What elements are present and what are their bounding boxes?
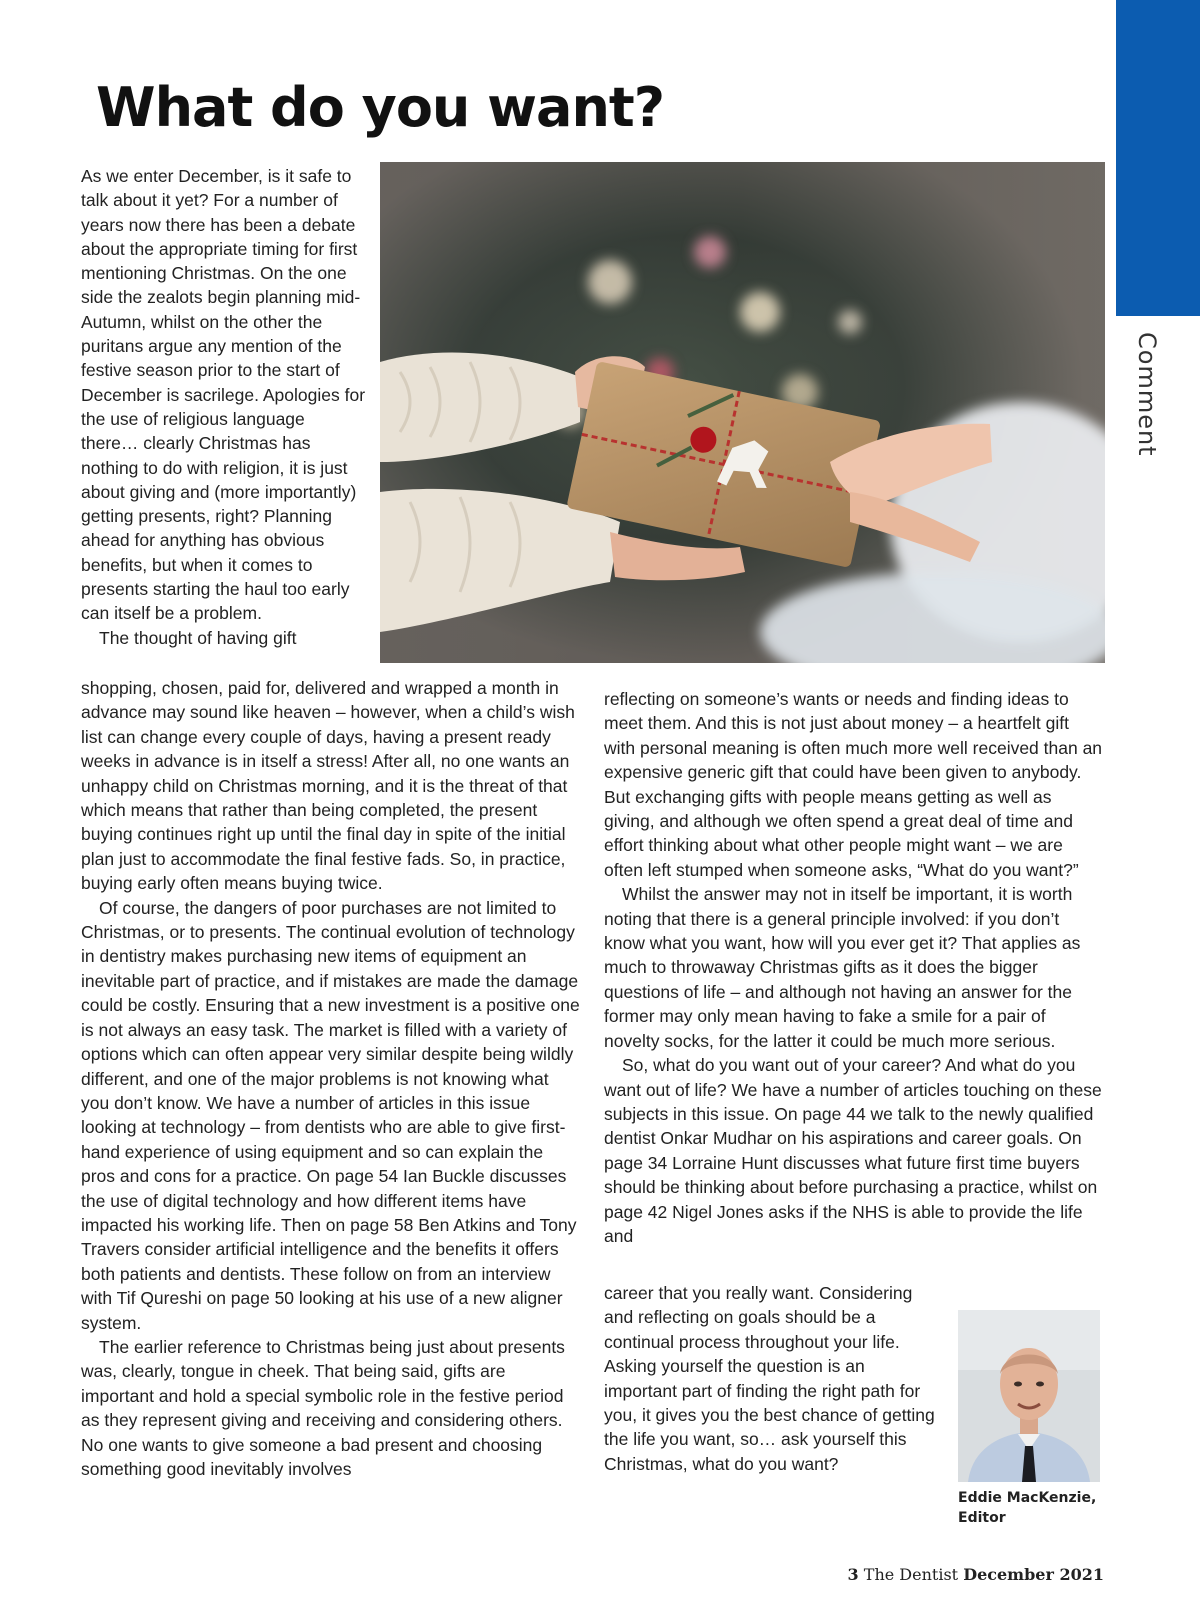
editor-portrait bbox=[958, 1310, 1100, 1482]
editor-portrait-art bbox=[958, 1310, 1100, 1482]
page-title: What do you want? bbox=[96, 76, 665, 139]
right-column bbox=[604, 687, 1104, 1248]
left-column bbox=[81, 676, 581, 1481]
page-footer bbox=[848, 1565, 1104, 1584]
paragraph-2-rest: shopping, chosen, paid for, delivered and wrapped a month in advance may sound like heaven – however, when a child’s wish list can change every couple of days, having a present ready weeks in advance is in itself a stress! After all, no one wants an unhappy child on Christmas morning, and it is the threat of that which means that rather than being completed, the present buying continues right up until the final day in spite of the initial plan just to accommodate the final festive fads. So, in practice, buying early often means buying twice. bbox=[81, 678, 575, 894]
author-name: Eddie MacKenzie, bbox=[958, 1490, 1097, 1506]
author-role: Editor bbox=[958, 1510, 1006, 1526]
section-tab bbox=[1116, 0, 1200, 316]
author-caption bbox=[958, 1488, 1108, 1528]
gift-photo bbox=[380, 162, 1105, 663]
gift-photo-art bbox=[380, 162, 1105, 663]
section-label: Comment bbox=[1133, 332, 1161, 457]
paragraph-3: Of course, the dangers of poor purchases are not limited to Christmas, or to presents. The continual evolution of technology in dentistry makes purchasing new items of equipment an inevitable part of practice, and if mistakes are made the damage could be costly. Ensuring that a new investment is a positive one is not always an easy task. The market is filled with a variety of options which can often appear very similar despite being wildly different, and one of the major problems is not knowing what you don’t know. We have a number of articles in this issue looking at technology – from dentists who are able to give first-hand experience of using equipment and so can explain the pros and cons for a practice. On page 54 Ian Buckle discusses the use of digital technology and how different items have impacted his working life. Then on page 58 Ben Atkins and Tony Travers consider artificial intelligence and the benefits it offers both patients and dentists. These follow on from an interview with Tif Qureshi on page 50 looking at his use of a new aligner system. bbox=[81, 897, 580, 1333]
intro-text bbox=[81, 164, 367, 650]
paragraph-6: So, what do you want out of your career? And what do you want out of life? We have a number of articles touching on these subjects in this issue. On page 44 we talk to the newly qualified dentist Onkar Mudhar on his aspirations and career goals. On page 34 Lorraine Hunt discusses what future first time buyers should be thinking about before purchasing a practice, whilst on page 42 Nigel Jones asks if the NHS is able to provide the life and bbox=[604, 1055, 1102, 1246]
paragraph-5: Whilst the answer may not in itself be important, it is worth noting that there is a general principle involved: if you don’t know what you want, how will you ever get it? That applies as much to throwaway Christmas gifts as it does the bigger questions of life – and although not having an answer for the former may only mean having to fake a smile for a pair of novelty socks, for the latter it could be much more serious. bbox=[604, 884, 1081, 1051]
right-column-narrow bbox=[604, 1281, 936, 1476]
intro-paragraph: As we enter December, is it safe to talk about it yet? For a number of years now there has been a debate about the appropriate timing for first mentioning Christmas. On the one side the zealots begin planning mid-Autumn, whilst on the other the puritans argue any mention of the festive season prior to the start of December is sacrilege. Apologies for the use of religious language there… clearly Christmas has nothing to do with religion, it is just about giving and (more importantly) getting presents, right? Planning ahead for anything has obvious benefits, but when it comes to presents starting the haul too early can itself be a problem. bbox=[81, 166, 366, 624]
paragraph-4: The earlier reference to Christmas being just about presents was, clearly, tongue in cheek. That being said, gifts are important and hold a special symbolic role in the festive period as they represent giving and receiving and considering others. No one wants to give someone a bad present and choosing something good inevitably involves bbox=[81, 1336, 565, 1479]
page-number: 3 bbox=[847, 1565, 859, 1584]
paragraph-6-continued: career that you really want. Considering and reflecting on goals should be a continual process throughout your life. Asking yourself the question is an important part of finding the right path for you, it gives you the best chance of getting the life you want, so… ask yourself this Christmas, what do you want? bbox=[604, 1283, 935, 1474]
paragraph-4-continued: reflecting on someone’s wants or needs and finding ideas to meet them. And this is not just about money – a heartfelt gift with personal meaning is often much more well received than an expensive generic gift that could have been given to anybody. But exchanging gifts with people means getting as well as giving, and although we often spend a great deal of time and effort thinking about what other people might want – we are often left stumped when someone asks, “What do you want?” bbox=[604, 689, 1103, 880]
publication-name: The Dentist bbox=[863, 1565, 959, 1584]
paragraph-2-start: The thought of having gift bbox=[99, 627, 297, 648]
issue-date: December 2021 bbox=[963, 1565, 1104, 1584]
